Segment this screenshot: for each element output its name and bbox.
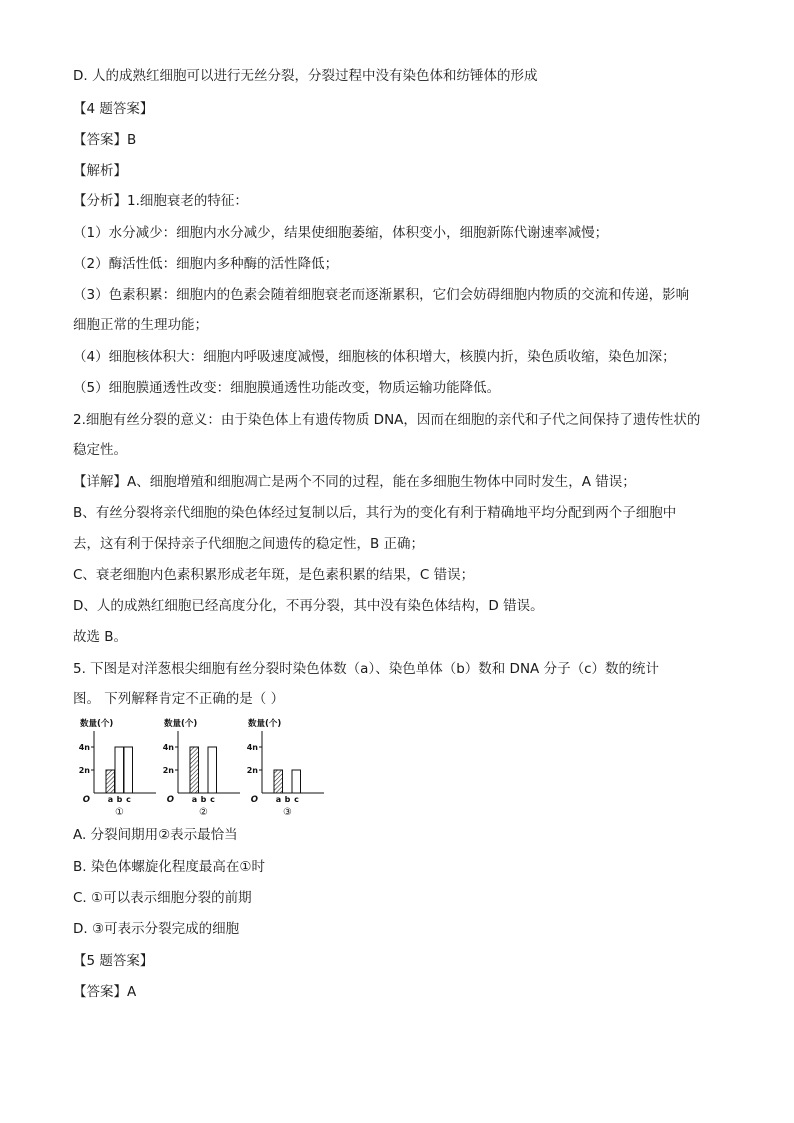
chart-ytick-label: 2n bbox=[162, 766, 174, 775]
chart-title: ① bbox=[115, 807, 124, 818]
q4-answer-heading: 【4 题答案】 bbox=[73, 101, 154, 117]
option-d: D. ③可表示分裂完成的细胞 bbox=[73, 921, 240, 937]
analysis-point-1: （1）水分减少：细胞内水分减少，结果使细胞萎缩，体积变小，细胞新陈代谢速率减慢； bbox=[73, 225, 609, 241]
chart-bar-c bbox=[292, 770, 301, 793]
analysis-point-3: （3）色素积累：细胞内的色素会随着细胞衰老而逐渐累积，它们会妨碍细胞内物质的交流和传递，影响 bbox=[73, 287, 690, 303]
q5-answer-heading: 【5 题答案】 bbox=[73, 953, 154, 969]
chart-title: ② bbox=[199, 807, 208, 818]
chart-bar-b bbox=[115, 747, 124, 793]
q4-answer: 【答案】B bbox=[73, 132, 137, 148]
chart-bar-c bbox=[124, 747, 133, 793]
q4-analysis-heading: 【解析】 bbox=[73, 163, 127, 179]
chart-origin-label: O bbox=[82, 795, 90, 805]
option-a: A. 分裂间期用②表示最恰当 bbox=[73, 827, 238, 843]
chart-xtick-label: a bbox=[191, 795, 198, 804]
chart-title: ③ bbox=[283, 807, 292, 818]
chart-xtick-label: c bbox=[210, 795, 215, 804]
analysis-point-2: （2）酶活性低：细胞内多种酶的活性降低； bbox=[73, 256, 339, 272]
chart-bar-a bbox=[106, 770, 115, 793]
analysis-point-5: （5）细胞膜通透性改变：细胞膜通透性功能改变，物质运输功能降低。 bbox=[73, 380, 501, 396]
chart-xtick-label: c bbox=[294, 795, 299, 804]
chart-bar-a bbox=[190, 747, 199, 793]
chart-ytick-label: 4n bbox=[246, 743, 258, 752]
analysis-point-4: （4）细胞核体积大：细胞内呼吸速度减慢，细胞核的体积增大，核膜内折，染色质收缩，染色加深； bbox=[73, 349, 676, 365]
analysis-mitosis: 2.细胞有丝分裂的意义：由于染色体上有遗传物质 DNA，因而在细胞的亲代和子代之间保持了遗传性状的 bbox=[73, 412, 701, 428]
q5-stem-cont: 图。 下列解释肯定不正确的是（ ） bbox=[73, 691, 285, 707]
detail-b: B、有丝分裂将亲代细胞的染色体经过复制以后，其行为的变化有利于精确地平均分配到两个子细胞中 bbox=[73, 505, 677, 521]
chart-ylabel: 数量(个) bbox=[248, 719, 282, 729]
chart-ytick-label: 4n bbox=[78, 743, 90, 752]
analysis-intro: 【分析】1.细胞衰老的特征： bbox=[73, 193, 248, 209]
q5-answer: 【答案】A bbox=[73, 984, 137, 1000]
chart-bar-a bbox=[274, 770, 283, 793]
q5-stem: 5. 下图是对洋葱根尖细胞有丝分裂时染色体数（a）、染色单体（b）数和 DNA 分子（c）数的统计 bbox=[73, 661, 659, 677]
bar-charts-svg bbox=[78, 717, 334, 819]
analysis-mitosis-cont: 稳定性。 bbox=[73, 442, 127, 458]
detail-d: D、人的成熟红细胞已经高度分化，不再分裂，其中没有染色体结构，D 错误。 bbox=[73, 598, 544, 614]
q4-conclusion: 故选 B。 bbox=[73, 629, 128, 645]
chart-origin-label: O bbox=[250, 795, 258, 805]
option-b: B. 染色体螺旋化程度最高在①时 bbox=[73, 859, 265, 875]
chart-ytick-label: 2n bbox=[78, 766, 90, 775]
chart-xtick-label: b bbox=[116, 795, 123, 804]
q5-bar-charts bbox=[78, 717, 334, 819]
chart-ylabel: 数量(个) bbox=[164, 719, 198, 729]
chart-xtick-label: b bbox=[284, 795, 291, 804]
chart-ytick-label: 4n bbox=[162, 743, 174, 752]
option-d-q4: D. 人的成熟红细胞可以进行无丝分裂，分裂过程中没有染色体和纺锤体的形成 bbox=[73, 68, 538, 84]
chart-xtick-label: b bbox=[200, 795, 207, 804]
chart-xtick-label: a bbox=[275, 795, 282, 804]
chart-ylabel: 数量(个) bbox=[80, 719, 114, 729]
option-c: C. ①可以表示细胞分裂的前期 bbox=[73, 890, 252, 906]
detail-b-cont: 去，这有利于保持亲子代细胞之间遗传的稳定性，B 正确； bbox=[73, 536, 425, 552]
chart-xtick-label: a bbox=[107, 795, 114, 804]
analysis-point-3-cont: 细胞正常的生理功能； bbox=[73, 317, 208, 333]
chart-ytick-label: 2n bbox=[246, 766, 258, 775]
detail-a: 【详解】A、细胞增殖和细胞凋亡是两个不同的过程，能在多细胞生物体中同时发生，A 错误； bbox=[73, 474, 636, 490]
chart-bar-c bbox=[208, 747, 217, 793]
detail-c: C、衰老细胞内色素积累形成老年斑，是色素积累的结果，C 错误； bbox=[73, 567, 475, 583]
chart-xtick-label: c bbox=[126, 795, 131, 804]
chart-origin-label: O bbox=[166, 795, 174, 805]
